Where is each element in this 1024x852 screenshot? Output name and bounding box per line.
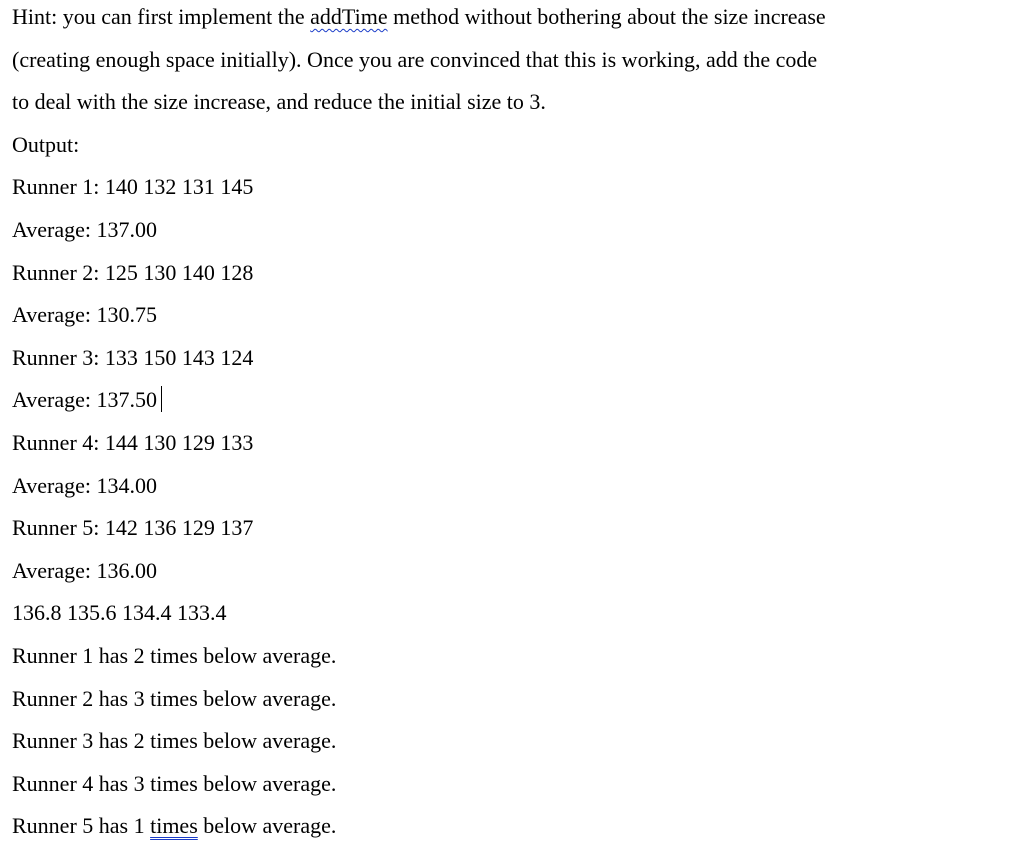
runner-2-average: Average: 130.75 (12, 302, 157, 328)
hint-line-2: (creating enough space initially). Once you are convinced that this is working, add the code (12, 46, 818, 72)
runner-5-text-start: Runner 5 has 1 (12, 813, 151, 839)
runner-5-times: Runner 5: 142 136 129 137 (12, 515, 254, 541)
hint-line-3: to deal with the size increase, and reduce the initial size to 3. (12, 89, 546, 115)
runner-3-average: Average: 137.50 (12, 387, 157, 413)
hint-line-1 (12, 0, 1012, 43)
runner-3-below-average: Runner 3 has 2 times below average. (12, 728, 337, 754)
runner-4-below-average: Runner 4 has 3 times below average. (12, 770, 337, 796)
runner-2-times: Runner 2: 125 130 140 128 (12, 259, 254, 285)
runner-1-times: Runner 1: 140 132 131 145 (12, 174, 254, 200)
times-grammar-flag[interactable]: times (150, 813, 198, 839)
runner-3-average-line (12, 383, 1012, 426)
text-cursor (161, 386, 162, 412)
runner-5-below-average (12, 809, 1012, 852)
runner-4-average: Average: 134.00 (12, 472, 157, 498)
output-label: Output: (12, 131, 80, 157)
runner-3-times: Runner 3: 133 150 143 124 (12, 344, 254, 370)
runner-5-average: Average: 136.00 (12, 557, 157, 583)
runner-2-below-average: Runner 2 has 3 times below average. (12, 685, 337, 711)
runner-4-times: Runner 4: 144 130 129 133 (12, 429, 254, 455)
hint-text-start: Hint: you can first implement the (12, 4, 311, 29)
runner-1-average: Average: 137.00 (12, 216, 157, 242)
lap-averages: 136.8 135.6 134.4 133.4 (12, 600, 227, 626)
method-name-spellcheck[interactable]: addTime (310, 4, 388, 29)
runner-5-text-end: below average. (197, 813, 337, 839)
runner-1-below-average: Runner 1 has 2 times below average. (12, 642, 337, 668)
hint-text-end: method without bothering about the size increase (387, 4, 826, 29)
document-body[interactable] (12, 0, 1012, 852)
